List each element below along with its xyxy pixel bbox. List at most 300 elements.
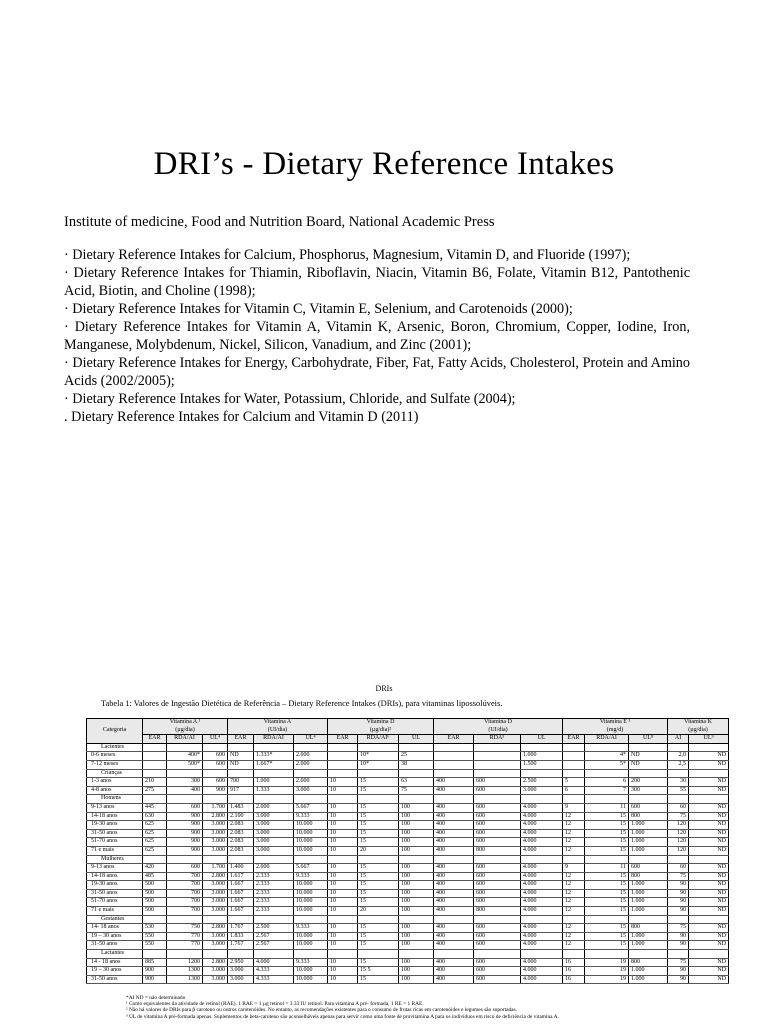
table-cell: 3.000	[203, 838, 228, 847]
table-cell: ND	[689, 838, 729, 847]
table-cell: 600	[203, 752, 228, 761]
reference-item: · Dietary Reference Intakes for Thiamin, Riboflavin, Niacin, Vitamin B6, Folate, Vitamin B12, Pantothenic Acid, Biotin, and Choline (1998);	[64, 265, 690, 299]
table-cell: 3.000	[203, 907, 228, 916]
table-cell: 400	[434, 872, 474, 881]
table-cell: 400	[434, 821, 474, 830]
table-cell: ND	[689, 829, 729, 838]
reference-item: · Dietary Reference Intakes for Vitamin A, Vitamin K, Arsenic, Boron, Chromium, Copper, Iodine, Iron, Manganese, Molybdenum, Nickel, Silicon, Vanadium, and Zinc (2001);	[64, 319, 690, 353]
table-cell: 2.083	[228, 829, 254, 838]
table-cell	[668, 795, 689, 804]
row-category: 51-70 anos	[87, 838, 143, 847]
table-cell: 400	[434, 898, 474, 907]
table-cell	[328, 769, 358, 778]
table-cell: 1.617	[228, 872, 254, 881]
table-cell: 770	[167, 932, 203, 941]
table-row	[87, 898, 729, 907]
table-subheader-row	[87, 735, 729, 744]
table-cell: 100	[399, 881, 434, 890]
table-cell: 10	[328, 778, 358, 787]
table-cell: 600	[474, 872, 521, 881]
table-cell: 600	[474, 924, 521, 933]
table-cell	[521, 769, 563, 778]
table-cell: 10.000	[294, 881, 328, 890]
table-cell: 485	[143, 872, 167, 881]
table-cell: 10	[328, 821, 358, 830]
table-cell: 600	[474, 932, 521, 941]
table-cell: 90	[668, 889, 689, 898]
table-cell: 400*	[167, 752, 203, 761]
table-cell: 275	[143, 786, 167, 795]
column-header: EAR	[143, 735, 167, 744]
table-cell: 600	[203, 760, 228, 769]
table-cell: 2.500	[254, 924, 294, 933]
table-cell	[629, 769, 668, 778]
table-cell	[167, 950, 203, 959]
table-cell	[689, 855, 729, 864]
row-category: 51-70 anos	[87, 898, 143, 907]
column-header: UL	[399, 735, 434, 744]
table-cell: 600	[474, 958, 521, 967]
table-cell	[328, 915, 358, 924]
table-cell: 500	[143, 907, 167, 916]
table-cell: 100	[399, 898, 434, 907]
table-cell	[629, 743, 668, 752]
table-cell: 15	[358, 786, 399, 795]
column-header: UL	[521, 735, 563, 744]
table-cell	[434, 950, 474, 959]
table-cell: 900	[167, 846, 203, 855]
table-cell	[328, 855, 358, 864]
table-cell: 10	[328, 924, 358, 933]
table-cell: 1.000	[629, 932, 668, 941]
row-category: 4-8 anos	[87, 786, 143, 795]
table-cell: 1.667*	[254, 760, 294, 769]
table-cell: 75	[668, 812, 689, 821]
table-cell: 1.000	[629, 889, 668, 898]
table-cell: 4.000	[521, 975, 563, 984]
table-cell: 400	[434, 812, 474, 821]
table-cell: 500	[143, 898, 167, 907]
table-cell: 400	[434, 778, 474, 787]
table-cell: 15	[358, 812, 399, 821]
table-row	[87, 846, 729, 855]
table-cell	[228, 950, 254, 959]
table-cell: 1.333*	[254, 752, 294, 761]
table-cell: 90	[668, 975, 689, 984]
table-group-row	[87, 743, 729, 752]
table-cell: 300	[167, 778, 203, 787]
table-cell: 1.000	[629, 967, 668, 976]
table-cell: 15	[358, 898, 399, 907]
table-cell: 600	[474, 881, 521, 890]
table-cell: 1.833	[228, 932, 254, 941]
table-cell	[203, 950, 228, 959]
table-cell: 400	[434, 967, 474, 976]
table-cell: 63	[399, 778, 434, 787]
row-category: 1-3 anos	[87, 778, 143, 787]
table-cell: 900	[143, 975, 167, 984]
table-row	[87, 889, 729, 898]
table-cell	[254, 743, 294, 752]
table-cell: 10*	[358, 760, 399, 769]
table-cell: 12	[563, 821, 585, 830]
table-cell: 2.100	[228, 812, 254, 821]
table-cell: 10	[328, 958, 358, 967]
table-cell: 10.000	[294, 838, 328, 847]
table-label: DRIs	[375, 684, 393, 693]
table-cell: 55	[668, 786, 689, 795]
table-cell: 10*	[358, 752, 399, 761]
table-cell	[203, 769, 228, 778]
table-cell	[474, 795, 521, 804]
table-row	[87, 924, 729, 933]
table-cell: ND	[629, 760, 668, 769]
table-cell: 60	[668, 864, 689, 873]
table-cell: 800	[474, 846, 521, 855]
table-cell	[399, 743, 434, 752]
table-cell: 15	[585, 829, 629, 838]
table-cell: 100	[399, 924, 434, 933]
table-cell	[563, 915, 585, 924]
row-category: 14-18 anos	[87, 872, 143, 881]
table-cell: 38	[399, 760, 434, 769]
table-cell: 11	[585, 864, 629, 873]
table-cell	[585, 855, 629, 864]
table-cell: 3.000	[203, 829, 228, 838]
table-cell: 700	[167, 889, 203, 898]
table-cell: 100	[399, 958, 434, 967]
table-cell	[167, 915, 203, 924]
table-cell: 625	[143, 829, 167, 838]
table-cell: 3.000	[203, 898, 228, 907]
table-cell	[228, 769, 254, 778]
table-cell: 15	[585, 872, 629, 881]
table-cell: 4.000	[521, 872, 563, 881]
table-cell: 1.767	[228, 924, 254, 933]
table-cell: ND	[689, 924, 729, 933]
table-cell	[294, 795, 328, 804]
table-cell: 6	[563, 786, 585, 795]
table-cell: 15	[358, 821, 399, 830]
table-cell	[143, 950, 167, 959]
table-cell	[228, 743, 254, 752]
table-cell: 100	[399, 941, 434, 950]
table-cell: 15	[585, 932, 629, 941]
column-header: RDA/AI	[167, 735, 203, 744]
column-header: UL⁴	[294, 735, 328, 744]
table-cell: 10.000	[294, 932, 328, 941]
table-cell: 3.000	[203, 889, 228, 898]
table-cell: 12	[563, 838, 585, 847]
table-cell: 2.800	[203, 872, 228, 881]
table-cell: 400	[434, 829, 474, 838]
table-cell: 4.333	[254, 967, 294, 976]
column-header: RDA⁵	[474, 735, 521, 744]
table-cell: 1.000	[629, 821, 668, 830]
table-cell: 10	[328, 872, 358, 881]
table-cell	[668, 855, 689, 864]
table-cell: 15	[585, 881, 629, 890]
table-cell: 4.000	[521, 829, 563, 838]
table-cell: 15	[358, 803, 399, 812]
table-cell: 600	[629, 864, 668, 873]
table-cell	[328, 795, 358, 804]
table-group-row	[87, 855, 729, 864]
table-cell: ND	[689, 864, 729, 873]
table-cell: 4.000	[521, 803, 563, 812]
table-cell	[629, 855, 668, 864]
table-cell	[563, 752, 585, 761]
table-row	[87, 786, 729, 795]
table-cell: 600	[474, 829, 521, 838]
row-category: 14 - 18 anos	[87, 958, 143, 967]
table-cell	[358, 795, 399, 804]
table-cell: 900	[167, 812, 203, 821]
table-cell	[563, 743, 585, 752]
table-cell: 100	[399, 803, 434, 812]
table-cell: 400	[434, 786, 474, 795]
table-cell: 1.667	[228, 898, 254, 907]
table-cell: 4.000	[521, 932, 563, 941]
table-cell: 2.083	[228, 846, 254, 855]
table-cell: 15	[585, 924, 629, 933]
table-cell	[629, 950, 668, 959]
table-cell: 800	[629, 958, 668, 967]
table-cell: 10	[328, 786, 358, 795]
table-cell: 4.000	[521, 898, 563, 907]
table-cell: 300	[629, 786, 668, 795]
table-cell: 1.700	[203, 864, 228, 873]
table-cell: 1.667	[228, 907, 254, 916]
table-cell: 1.000	[629, 975, 668, 984]
table-cell: 700	[167, 872, 203, 881]
table-cell: 700	[167, 907, 203, 916]
table-cell: 12	[563, 829, 585, 838]
table-cell: 15	[358, 941, 399, 950]
table-cell: 120	[668, 821, 689, 830]
table-cell: 75	[668, 872, 689, 881]
column-header: AI	[668, 735, 689, 744]
row-category: 14- 18 anos	[87, 924, 143, 933]
table-cell	[294, 855, 328, 864]
table-cell: 12	[563, 898, 585, 907]
table-cell: 100	[399, 975, 434, 984]
table-cell: 400	[434, 864, 474, 873]
table-cell	[203, 743, 228, 752]
table-cell: 900	[143, 967, 167, 976]
table-cell: 625	[143, 846, 167, 855]
table-cell: 4.000	[521, 821, 563, 830]
table-cell: 1.000	[521, 752, 563, 761]
table-cell: 10	[328, 838, 358, 847]
table-cell: 15	[358, 864, 399, 873]
table-row	[87, 941, 729, 950]
table-row	[87, 821, 729, 830]
table-row	[87, 864, 729, 873]
table-cell: 2.800	[203, 924, 228, 933]
row-category: 31-50 anos	[87, 941, 143, 950]
vitamin-header: Vitamina D (µg/dia)²	[328, 719, 434, 735]
reference-item: · Dietary Reference Intakes for Calcium, Phosphorus, Magnesium, Vitamin D, and Fluoride (1997);	[64, 247, 631, 263]
table-cell	[143, 795, 167, 804]
table-row	[87, 752, 729, 761]
table-cell: 4.000	[521, 812, 563, 821]
table-cell	[563, 769, 585, 778]
table-cell	[358, 743, 399, 752]
vitamin-header: Vitamina D (UI/dia)	[434, 719, 563, 735]
footnote: ¹ Como equivalentes da atividade de retinol (RAE). 1 RAE = 1 µg retinol = 3.33 IU retinol. Para vitamina A pré- formada, 1 RE = 1 RAE.	[126, 1001, 424, 1008]
table-cell	[521, 795, 563, 804]
table-cell: 9.333	[294, 958, 328, 967]
table-cell: 100	[399, 821, 434, 830]
table-cell	[434, 855, 474, 864]
table-cell	[689, 795, 729, 804]
table-cell: 1.000	[629, 838, 668, 847]
reference-list	[64, 246, 690, 426]
footnotes	[126, 995, 726, 1020]
row-category: 14-18 anos	[87, 812, 143, 821]
table-cell: ND	[689, 812, 729, 821]
table-cell: 800	[629, 812, 668, 821]
table-cell: 600	[474, 967, 521, 976]
table-cell: 10.000	[294, 821, 328, 830]
table-cell: 600	[474, 864, 521, 873]
table-cell	[585, 769, 629, 778]
table-cell: 100	[399, 838, 434, 847]
table-cell: 75	[668, 924, 689, 933]
table-cell: 3.000	[203, 941, 228, 950]
table-cell: 4.000	[521, 958, 563, 967]
table-cell: 90	[668, 881, 689, 890]
table-cell: 2,5	[668, 760, 689, 769]
table-cell: 16	[563, 967, 585, 976]
footnote: ² Não há valores de DRIs para β caroteno ou outros carotenóides. No entanto, as recomendações existentes para o consumo de frutas ricas em carotenóides e legumes são suportadas.	[126, 1007, 518, 1014]
table-cell: 5*	[585, 760, 629, 769]
table-cell	[143, 855, 167, 864]
table-cell: 625	[143, 821, 167, 830]
table-cell: 400	[434, 907, 474, 916]
table-cell: 400	[434, 889, 474, 898]
table-cell	[689, 769, 729, 778]
table-cell: 3.000	[203, 932, 228, 941]
table-cell: 600	[167, 864, 203, 873]
table-cell: 600	[474, 821, 521, 830]
table-cell	[629, 915, 668, 924]
reference-item: . Dietary Reference Intakes for Calcium and Vitamin D (2011)	[64, 409, 419, 425]
column-header: UL⁹	[689, 735, 729, 744]
table-cell: 1.700	[203, 803, 228, 812]
table-cell: 2.000	[254, 803, 294, 812]
table-cell: 100	[399, 889, 434, 898]
table-cell	[585, 795, 629, 804]
table-row	[87, 872, 729, 881]
table-cell: 4.000	[521, 889, 563, 898]
table-cell: ND	[689, 778, 729, 787]
table-cell: ND	[689, 958, 729, 967]
table-cell	[689, 743, 729, 752]
table-cell: 4.000	[521, 967, 563, 976]
table-cell: 4.333	[254, 975, 294, 984]
table-cell	[434, 795, 474, 804]
table-cell	[474, 769, 521, 778]
table-cell	[143, 915, 167, 924]
table-cell	[474, 760, 521, 769]
table-cell	[563, 950, 585, 959]
table-cell: 10.000	[294, 967, 328, 976]
table-cell: 12	[563, 889, 585, 898]
table-cell: 15	[358, 838, 399, 847]
table-cell: 600	[474, 803, 521, 812]
table-cell: 5	[563, 778, 585, 787]
table-cell	[294, 769, 328, 778]
group-label: Gestantes	[87, 915, 143, 924]
table-cell	[294, 950, 328, 959]
table-cell: 1.000	[629, 829, 668, 838]
table-cell: 10.000	[294, 846, 328, 855]
table-cell	[143, 743, 167, 752]
table-cell	[254, 915, 294, 924]
table-cell: ND	[689, 932, 729, 941]
table-cell: 917	[228, 786, 254, 795]
table-cell	[668, 915, 689, 924]
table-cell: 600	[474, 975, 521, 984]
table-cell: 12	[563, 846, 585, 855]
table-cell	[521, 950, 563, 959]
table-cell	[434, 752, 474, 761]
table-cell: 2.000	[294, 760, 328, 769]
table-cell: 10	[328, 889, 358, 898]
table-cell: 100	[399, 864, 434, 873]
table-cell: 12	[563, 872, 585, 881]
table-cell: 3.000	[228, 967, 254, 976]
row-category: 9-13 anos	[87, 803, 143, 812]
vitamin-header: Vitamina A (UI/dia)	[228, 719, 328, 735]
table-cell	[358, 855, 399, 864]
table-cell	[474, 915, 521, 924]
table-cell: 15	[358, 889, 399, 898]
table-cell: 1.667	[228, 889, 254, 898]
table-cell: 90	[668, 907, 689, 916]
table-cell: 5.667	[294, 803, 328, 812]
table-cell: 12	[563, 812, 585, 821]
table-cell	[399, 795, 434, 804]
table-cell: 15	[358, 924, 399, 933]
table-cell: 1.000	[629, 941, 668, 950]
table-cell	[434, 915, 474, 924]
table-cell: 10.000	[294, 941, 328, 950]
table-body	[87, 743, 729, 984]
table-cell: 600	[167, 803, 203, 812]
group-label: Lactantes	[87, 950, 143, 959]
table-cell: 3.000	[254, 846, 294, 855]
table-cell: 200	[629, 778, 668, 787]
row-category: 7-12 meses	[87, 760, 143, 769]
table-cell: 400	[434, 941, 474, 950]
category-header: Categoria	[87, 719, 143, 744]
table-cell: 2.333	[254, 889, 294, 898]
table-cell: 10	[328, 881, 358, 890]
table-cell: 120	[668, 829, 689, 838]
table-cell	[585, 915, 629, 924]
table-cell: 100	[399, 907, 434, 916]
table-cell: 15	[358, 778, 399, 787]
table-cell	[143, 769, 167, 778]
table-cell: 15	[358, 958, 399, 967]
table-cell: 19	[585, 975, 629, 984]
table-cell: 15	[585, 898, 629, 907]
table-cell: ND	[689, 786, 729, 795]
table-cell: 4*	[585, 752, 629, 761]
